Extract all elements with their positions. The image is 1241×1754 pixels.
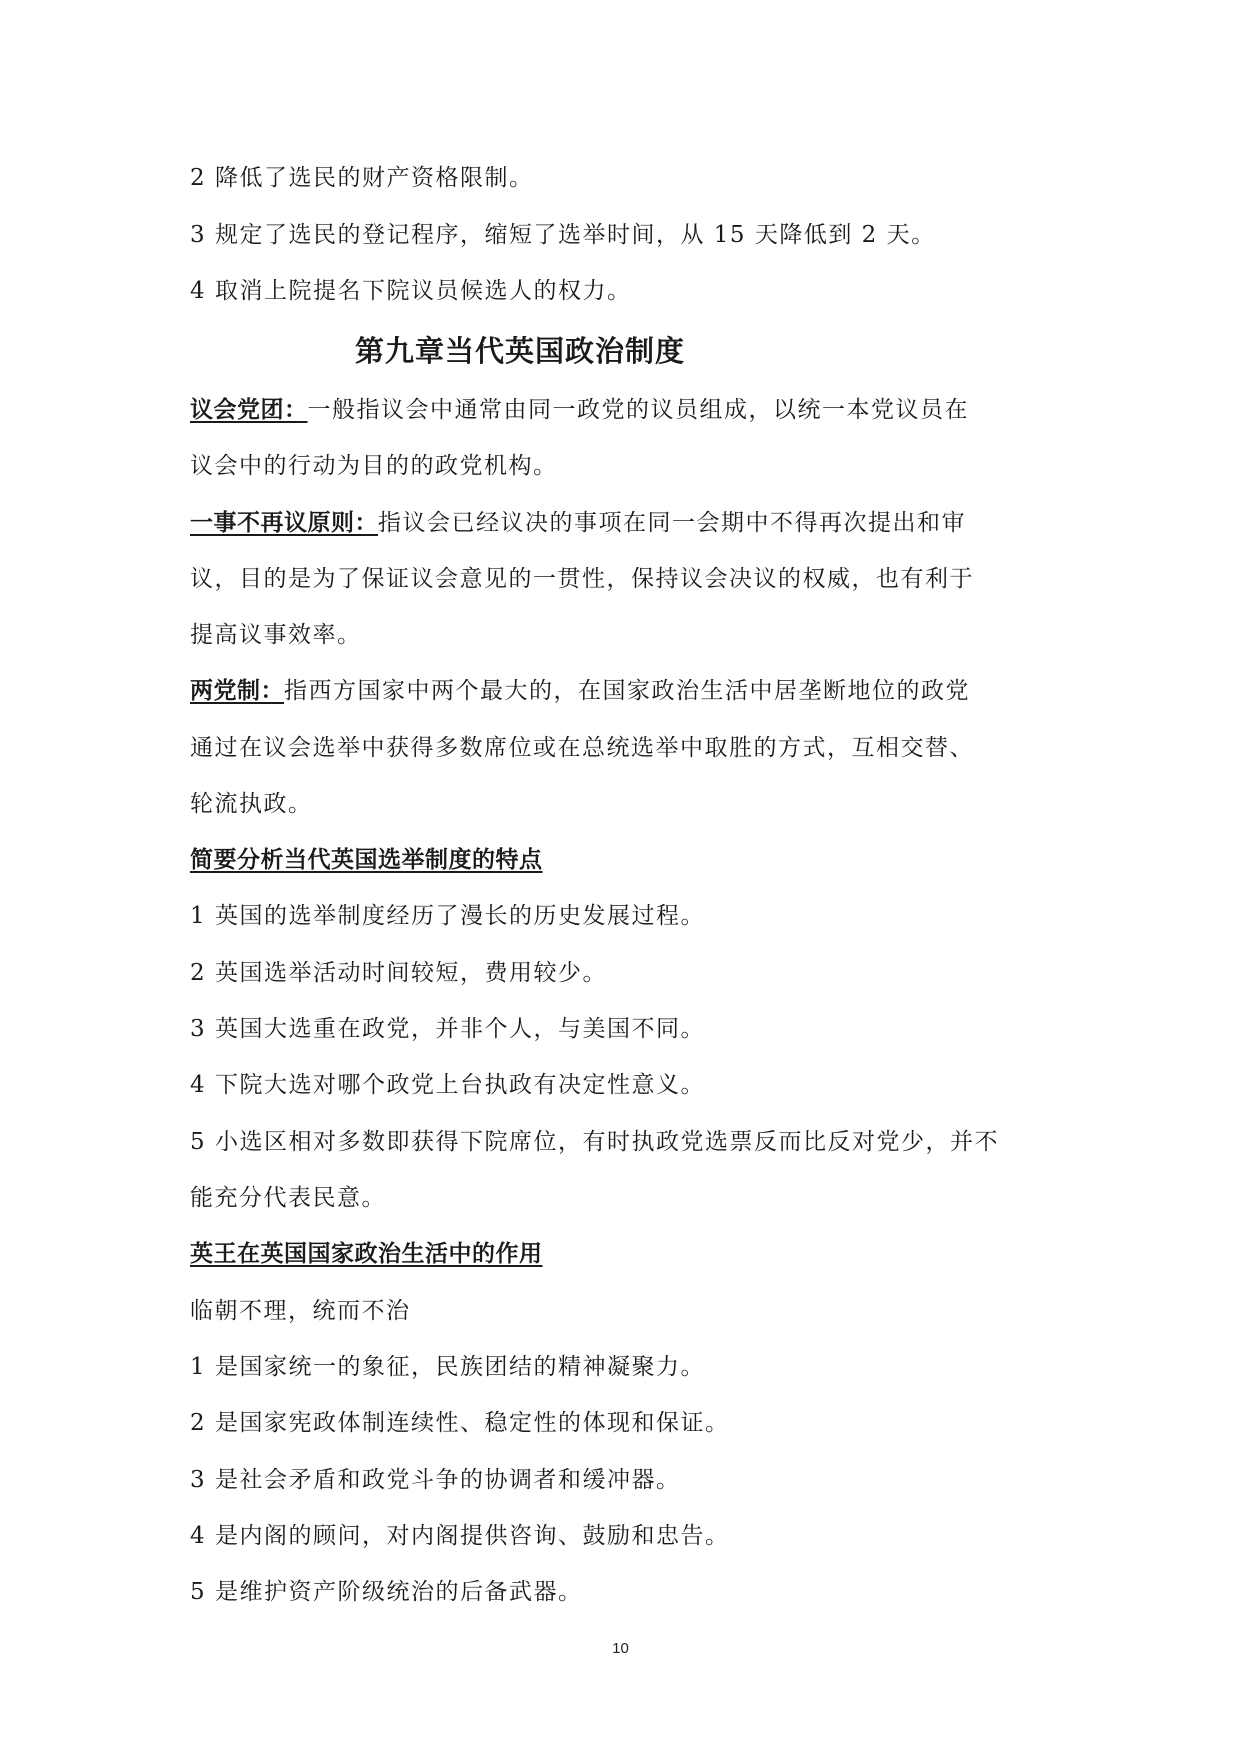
list-item: 5 是维护资产阶级统治的后备武器。 (190, 1579, 583, 1605)
chapter-title: 第九章当代英国政治制度 (355, 334, 686, 368)
list-item: 5 小选区相对多数即获得下院席位，有时执政党选票反而比反对党少，并不 (190, 1129, 999, 1155)
definition-term: 两党制： (190, 677, 284, 704)
definition-text: 议会中的行动为目的的政党机构。 (190, 453, 558, 479)
list-item: 3 英国大选重在政党，并非个人，与美国不同。 (190, 1016, 705, 1042)
definition-text: 指西方国家中两个最大的，在国家政治生活中居垄断地位的政党 (284, 678, 970, 704)
definition-term: 一事不再议原则： (190, 509, 378, 536)
list-item: 2 英国选举活动时间较短，费用较少。 (190, 960, 607, 986)
list-item: 3 规定了选民的登记程序，缩短了选举时间，从 15 天降低到 2 天。 (190, 222, 936, 248)
definition-two-party (190, 676, 970, 706)
list-item: 2 降低了选民的财产资格限制。 (190, 165, 534, 191)
page-number: 10 (612, 1640, 629, 1657)
list-item: 能充分代表民意。 (190, 1185, 386, 1211)
list-item: 4 是内阁的顾问，对内阁提供咨询、鼓励和忠告。 (190, 1523, 730, 1549)
section-heading-election-features: 简要分析当代英国选举制度的特点 (190, 846, 543, 873)
section-heading-monarch-role: 英王在英国国家政治生活中的作用 (190, 1240, 543, 1267)
list-item: 3 是社会矛盾和政党斗争的协调者和缓冲器。 (190, 1467, 681, 1493)
definition-term: 议会党团： (190, 396, 308, 423)
list-item: 2 是国家宪政体制连续性、稳定性的体现和保证。 (190, 1410, 730, 1436)
definition-text: 轮流执政。 (190, 791, 313, 817)
section-intro: 临朝不理，统而不治 (190, 1298, 411, 1324)
list-item: 1 英国的选举制度经历了漫长的历史发展过程。 (190, 903, 705, 929)
definition-text: 议，目的是为了保证议会意见的一贯性，保持议会决议的权威，也有利于 (190, 566, 974, 592)
definition-text: 一般指议会中通常由同一政党的议员组成，以统一本党议员在 (307, 397, 969, 423)
list-item: 4 下院大选对哪个政党上台执政有决定性意义。 (190, 1072, 705, 1098)
definition-text: 提高议事效率。 (190, 622, 362, 648)
definition-party-caucus (190, 395, 969, 425)
definition-text: 指议会已经议决的事项在同一会期中不得再次提出和审 (378, 510, 966, 536)
definition-text: 通过在议会选举中获得多数席位或在总统选举中取胜的方式，互相交替、 (190, 735, 974, 761)
list-item: 1 是国家统一的象征，民族团结的精神凝聚力。 (190, 1354, 705, 1380)
list-item: 4 取消上院提名下院议员候选人的权力。 (190, 278, 632, 304)
definition-non-repetition (190, 508, 966, 538)
